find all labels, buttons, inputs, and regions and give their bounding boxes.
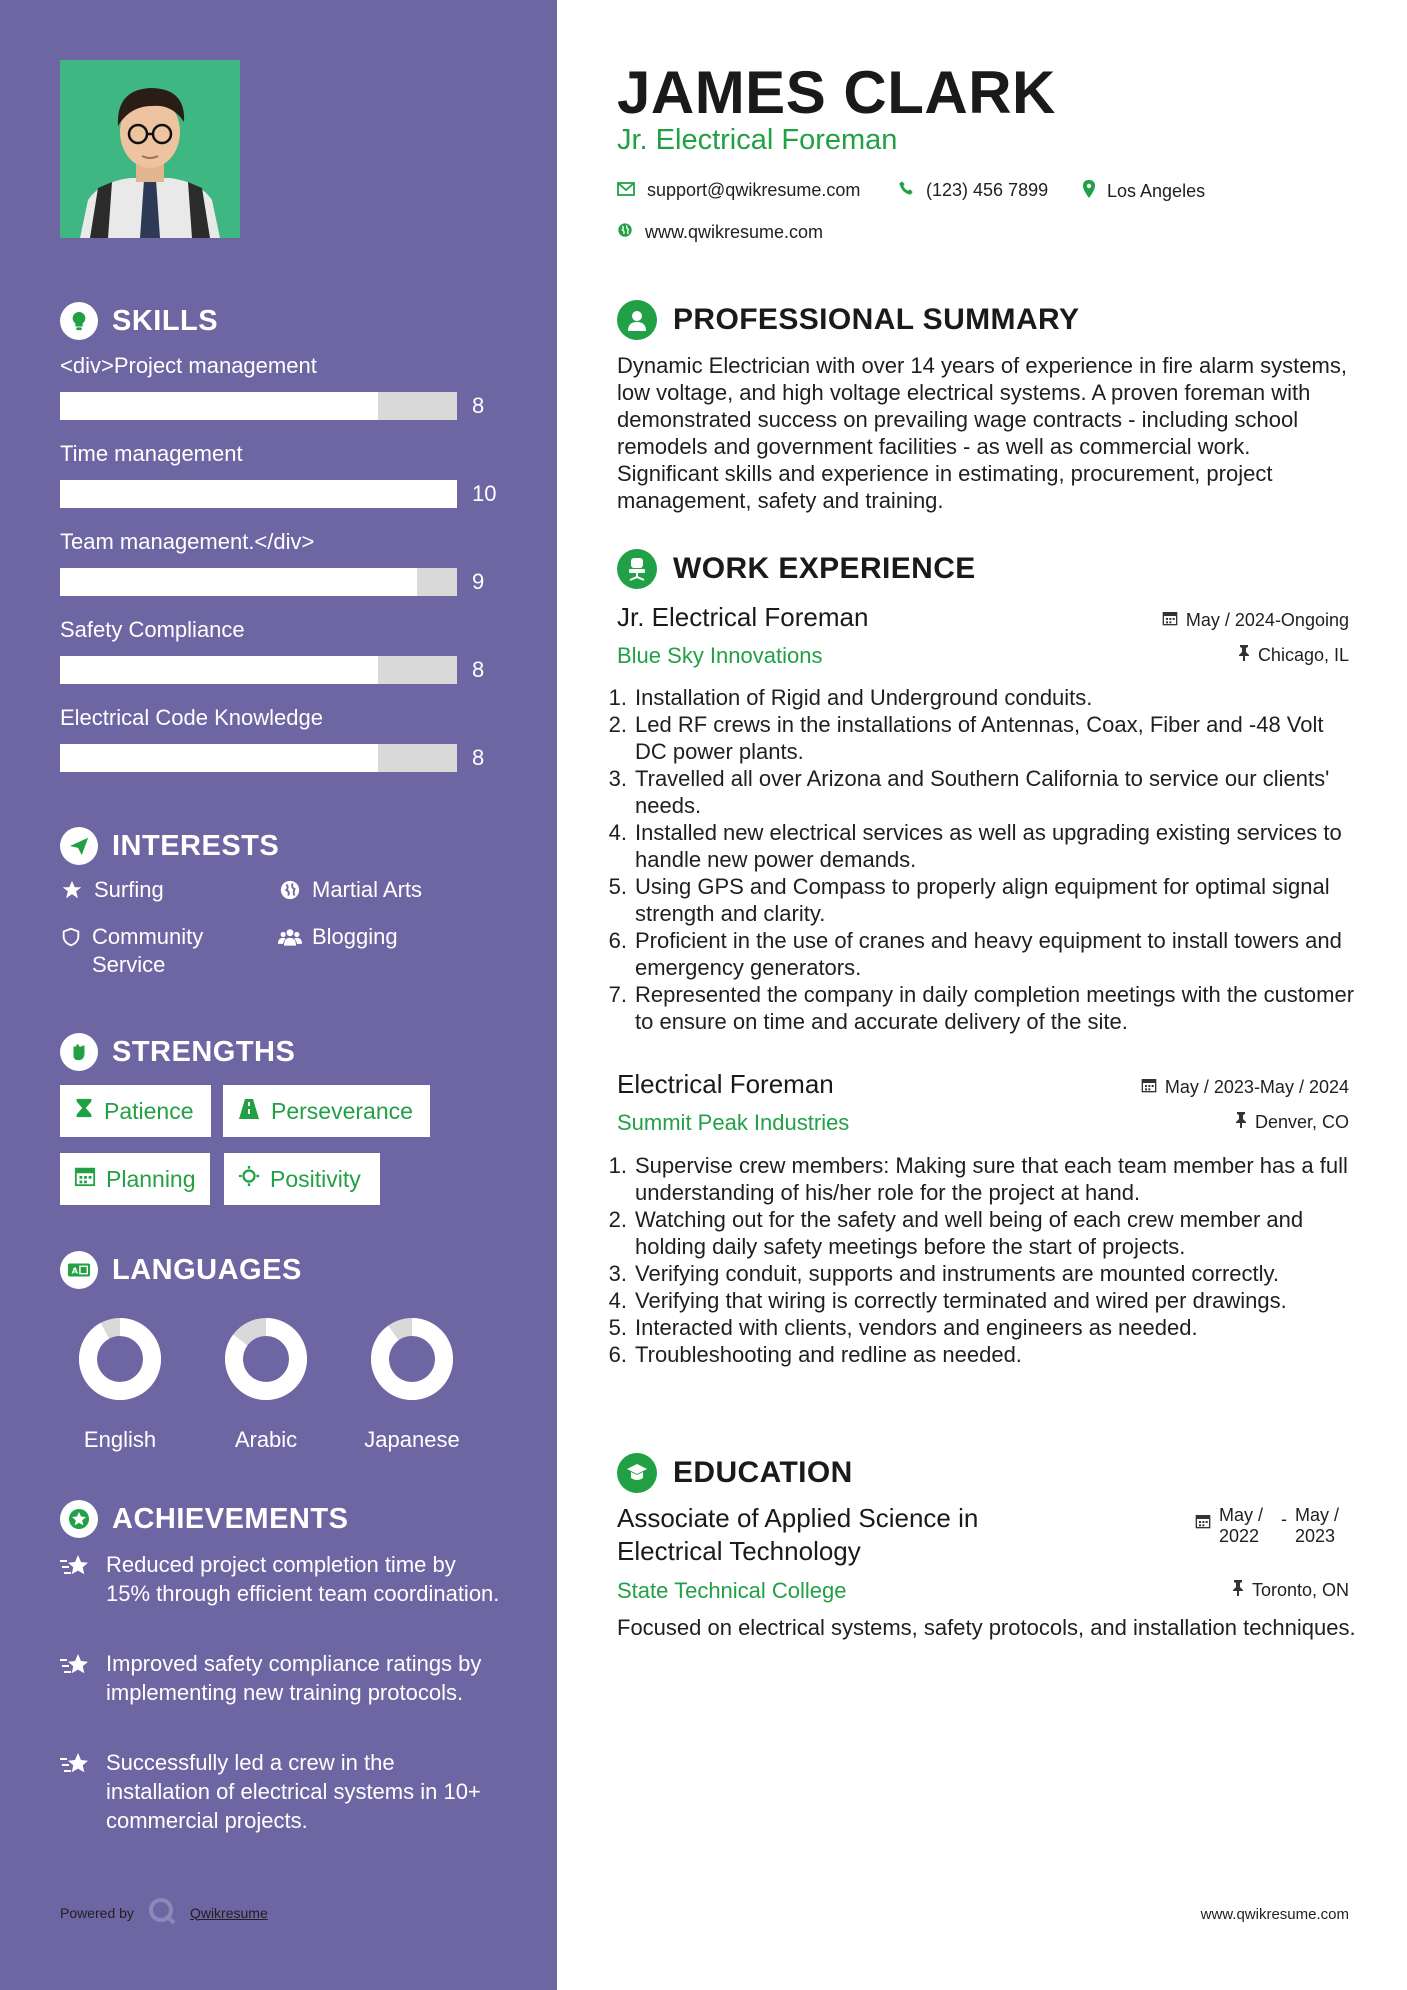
duty-item: 7. Represented the company in daily completion meetings with the customer to ensure on time and accurate delivery of the site. — [608, 981, 1358, 1035]
strength-badge — [60, 1153, 210, 1205]
phone-icon — [898, 180, 914, 201]
profile-photo — [60, 60, 240, 238]
education-date-end: May / 2023 — [1295, 1505, 1340, 1546]
job-location — [1235, 1112, 1349, 1133]
interest-label: Martial Arts — [312, 877, 423, 902]
skill-value: 8 — [472, 745, 485, 770]
skill-value: 8 — [472, 393, 485, 418]
hourglass-icon — [74, 1097, 94, 1125]
interest-item — [278, 876, 422, 904]
svg-text:A: A — [71, 1265, 79, 1276]
duty-item: 4. Verifying that wiring is correctly terminated and wired per drawings. — [608, 1288, 1287, 1313]
job-duties — [608, 1152, 1358, 1368]
language-item — [201, 1315, 331, 1453]
calendar-icon — [1195, 1505, 1211, 1534]
star-icon — [60, 876, 84, 904]
road-icon — [237, 1098, 261, 1125]
job-dates — [1162, 610, 1349, 631]
contact-phone[interactable] — [898, 180, 1048, 201]
company-name: Summit Peak Industries — [617, 1110, 850, 1135]
languages-title: LANGUAGES — [112, 1253, 302, 1286]
job-location — [1238, 645, 1349, 666]
contact-email[interactable] — [617, 180, 860, 201]
language-item — [55, 1315, 185, 1453]
skill-bar — [60, 392, 457, 420]
interest-item — [60, 876, 164, 904]
summary-heading — [617, 300, 1079, 340]
strength-label: Perseverance — [271, 1097, 413, 1124]
language-name: Arabic — [234, 1427, 298, 1452]
phone-text: (123) 456 7899 — [926, 180, 1049, 200]
strength-label: Positivity — [270, 1165, 361, 1192]
job-dates — [1141, 1077, 1349, 1098]
map-pin-icon — [1083, 180, 1095, 203]
language-name: English — [83, 1427, 157, 1452]
contact-location — [1083, 180, 1205, 203]
duty-item: 1. Supervise crew members: Making sure that each team member has a full understanding of his/her role for the project at hand. — [608, 1152, 1358, 1206]
interest-item — [278, 923, 398, 951]
user-icon — [617, 300, 657, 340]
duty-text: Proficient in the use of cranes and heavy equipment to install towers and emergency generators. — [635, 928, 1342, 980]
calendar-icon — [1141, 1077, 1157, 1098]
strengths-heading — [60, 1033, 295, 1071]
achievements-title: ACHIEVEMENTS — [112, 1502, 349, 1535]
school-name: State Technical College — [617, 1578, 847, 1603]
duty-text: Using GPS and Compass to properly align equipment for optimal signal strength and clarity. — [635, 874, 1330, 926]
achievement-text: Successfully led a crew in the installation of electrical systems in 10+ commercial projects. — [106, 1750, 481, 1833]
duty-text: Installed new electrical services as well as upgrading existing services to handle new power demands. — [635, 820, 1342, 872]
interests-heading — [60, 827, 279, 865]
sun-icon — [238, 1165, 260, 1193]
education-date-separator: - — [1281, 1509, 1287, 1529]
job-duties — [608, 684, 1358, 1035]
star-burst-icon — [60, 1748, 94, 1835]
job-title: Electrical Foreman — [617, 1069, 834, 1099]
skills-heading — [60, 302, 218, 340]
summary-title: PROFESSIONAL SUMMARY — [673, 303, 1080, 336]
qwikresume-logo-icon — [148, 1897, 176, 1928]
pushpin-icon — [1235, 1112, 1247, 1133]
job-title: Jr. Electrical Foreman — [617, 602, 869, 632]
degree-title: Associate of Applied Science in Electrical Technology — [617, 1503, 979, 1566]
graduate-icon — [617, 1453, 657, 1493]
shield-icon — [60, 923, 82, 951]
skill-bar — [60, 744, 457, 772]
qwikresume-link[interactable]: Qwikresume — [189, 1904, 268, 1921]
duty-text: Troubleshooting and redline as needed. — [635, 1342, 1022, 1367]
skill-value: 10 — [472, 481, 497, 506]
powered-by — [60, 1897, 268, 1928]
calendar-icon — [1162, 610, 1178, 631]
award-icon — [60, 1500, 98, 1538]
strength-badge — [223, 1085, 430, 1137]
skill-bar — [60, 656, 457, 684]
interest-label: Surfing — [94, 877, 164, 902]
duty-text: Supervise crew members: Making sure that each team member has a full understanding of his/her role for the project at hand. — [635, 1153, 1348, 1205]
achievement-item — [60, 1748, 500, 1835]
duty-text: Installation of Rigid and Underground conduits. — [635, 685, 1093, 710]
footer-website-link[interactable]: www.qwikresume.com — [1200, 1906, 1349, 1923]
calendar-icon — [74, 1165, 96, 1193]
skill-bar-fill — [60, 656, 378, 684]
duty-text: Led RF crews in the installations of Antennas, Coax, Fiber and -48 Volt DC power plants. — [635, 712, 1324, 764]
website-text: www.qwikresume.com — [645, 222, 824, 242]
education-dates — [1195, 1505, 1349, 1547]
pushpin-icon — [1238, 645, 1250, 666]
duty-item: 6. Proficient in the use of cranes and heavy equipment to install towers and emergency generators. — [608, 927, 1358, 981]
experience-heading — [617, 549, 976, 589]
envelope-icon — [617, 180, 635, 201]
skill-name: <div>Project management — [60, 353, 317, 378]
globe-icon — [617, 222, 633, 243]
skills-title: SKILLS — [112, 304, 219, 337]
lightbulb-icon — [60, 302, 98, 340]
skill-bar — [60, 568, 457, 596]
skill-value: 8 — [472, 657, 485, 682]
powered-by-label: Powered by — [60, 1904, 134, 1921]
duty-item: 5. Interacted with clients, vendors and engineers as needed. — [608, 1315, 1198, 1340]
duty-item: 2. Led RF crews in the installations of Antennas, Coax, Fiber and -48 Volt DC power plants. — [608, 711, 1358, 765]
globe-icon — [278, 876, 302, 904]
education-description: Focused on electrical systems, safety protocols, and installation techniques. — [617, 1615, 1356, 1640]
star-burst-icon — [60, 1649, 94, 1707]
duty-text: Represented the company in daily completion meetings with the customer to ensure on time and accurate delivery of the site. — [635, 982, 1355, 1034]
skill-name: Time management — [60, 441, 243, 466]
skill-bar-fill — [60, 568, 417, 596]
job-location-text: Chicago, IL — [1257, 645, 1349, 665]
duty-text: Watching out for the safety and well being of each crew member and holding daily safety meetings before the start of projects. — [635, 1207, 1304, 1259]
skill-bar-fill — [60, 744, 378, 772]
skill-name: Electrical Code Knowledge — [60, 705, 323, 730]
office-chair-icon — [617, 549, 657, 589]
skill-name: Team management.</div> — [60, 529, 315, 554]
duty-item: 4. Installed new electrical services as well as upgrading existing services to handle new power demands. — [608, 819, 1358, 873]
interests-title: INTERESTS — [112, 829, 280, 862]
interest-label: Blogging — [312, 924, 398, 949]
education-date-start: May / 2022 — [1219, 1505, 1264, 1546]
duty-item: 5. Using GPS and Compass to properly align equipment for optimal signal strength and clarity. — [608, 873, 1358, 927]
candidate-name: JAMES CLARK — [617, 59, 1056, 126]
languages-heading — [60, 1251, 302, 1289]
skill-name: Safety Compliance — [60, 617, 245, 642]
experience-title: WORK EXPERIENCE — [673, 552, 976, 585]
language-ring — [76, 1315, 164, 1403]
duty-item: 3. Travelled all over Arizona and Southern California to service our clients' needs. — [608, 765, 1358, 819]
achievement-text: Improved safety compliance ratings by implementing new training protocols. — [106, 1651, 482, 1705]
star-burst-icon — [60, 1550, 94, 1608]
location-text: Los Angeles — [1107, 181, 1206, 201]
education-location — [1232, 1580, 1349, 1601]
candidate-title: Jr. Electrical Foreman — [617, 124, 898, 156]
fist-icon — [60, 1033, 98, 1071]
interest-label: Community Service — [92, 924, 204, 977]
company-name: Blue Sky Innovations — [617, 643, 823, 668]
duty-item: 1. Installation of Rigid and Underground conduits. — [608, 685, 1093, 710]
email-text: support@qwikresume.com — [647, 180, 861, 200]
language-ring — [222, 1315, 310, 1403]
language-icon — [60, 1251, 98, 1289]
education-title: EDUCATION — [673, 1456, 853, 1489]
paper-plane-icon — [60, 827, 98, 865]
duty-text: Travelled all over Arizona and Southern California to service our clients' needs. — [635, 766, 1330, 818]
language-name: Japanese — [364, 1427, 460, 1452]
job-dates-text: May / 2024-Ongoing — [1185, 610, 1349, 630]
duty-text: Interacted with clients, vendors and engineers as needed. — [635, 1315, 1198, 1340]
duty-text: Verifying that wiring is correctly terminated and wired per drawings. — [635, 1288, 1287, 1313]
language-item — [347, 1315, 477, 1453]
skill-value: 9 — [472, 569, 485, 594]
strengths-title: STRENGTHS — [112, 1035, 296, 1068]
strength-badge — [224, 1153, 380, 1205]
summary-text: Dynamic Electrician with over 14 years of experience in fire alarm systems, low voltage, and high voltage electrical systems. A proven foreman with demonstrated success on prevailing wage contracts - including school remodels and government facilities - as well as commercial work. Significant skills and experience in estimating, procurement, project management, safety and training. — [617, 353, 1347, 513]
skill-bar-fill — [60, 480, 457, 508]
language-ring — [368, 1315, 456, 1403]
duty-text: Verifying conduit, supports and instruments are mounted correctly. — [635, 1261, 1280, 1286]
sidebar — [0, 0, 557, 1990]
contact-website[interactable] — [617, 222, 823, 243]
education-location-text: Toronto, ON — [1251, 1580, 1349, 1600]
pushpin-icon — [1232, 1580, 1244, 1601]
duty-item: 3. Verifying conduit, supports and instruments are mounted correctly. — [608, 1261, 1280, 1286]
education-heading — [617, 1453, 853, 1493]
achievements-heading — [60, 1500, 348, 1538]
achievement-item — [60, 1550, 500, 1608]
duty-item: 2. Watching out for the safety and well being of each crew member and holding daily safety meetings before the start of projects. — [608, 1206, 1358, 1260]
achievement-item — [60, 1649, 500, 1707]
strength-badge — [60, 1085, 211, 1137]
skill-bar-fill — [60, 392, 378, 420]
strength-label: Patience — [104, 1097, 194, 1124]
users-icon — [278, 923, 302, 951]
job-dates-text: May / 2023-May / 2024 — [1164, 1077, 1349, 1097]
interest-item — [60, 923, 235, 979]
duty-item: 6. Troubleshooting and redline as needed. — [608, 1342, 1022, 1367]
strength-label: Planning — [106, 1165, 196, 1192]
job-location-text: Denver, CO — [1254, 1112, 1349, 1132]
achievement-text: Reduced project completion time by 15% through efficient team coordination. — [106, 1552, 500, 1606]
skill-bar — [60, 480, 457, 508]
